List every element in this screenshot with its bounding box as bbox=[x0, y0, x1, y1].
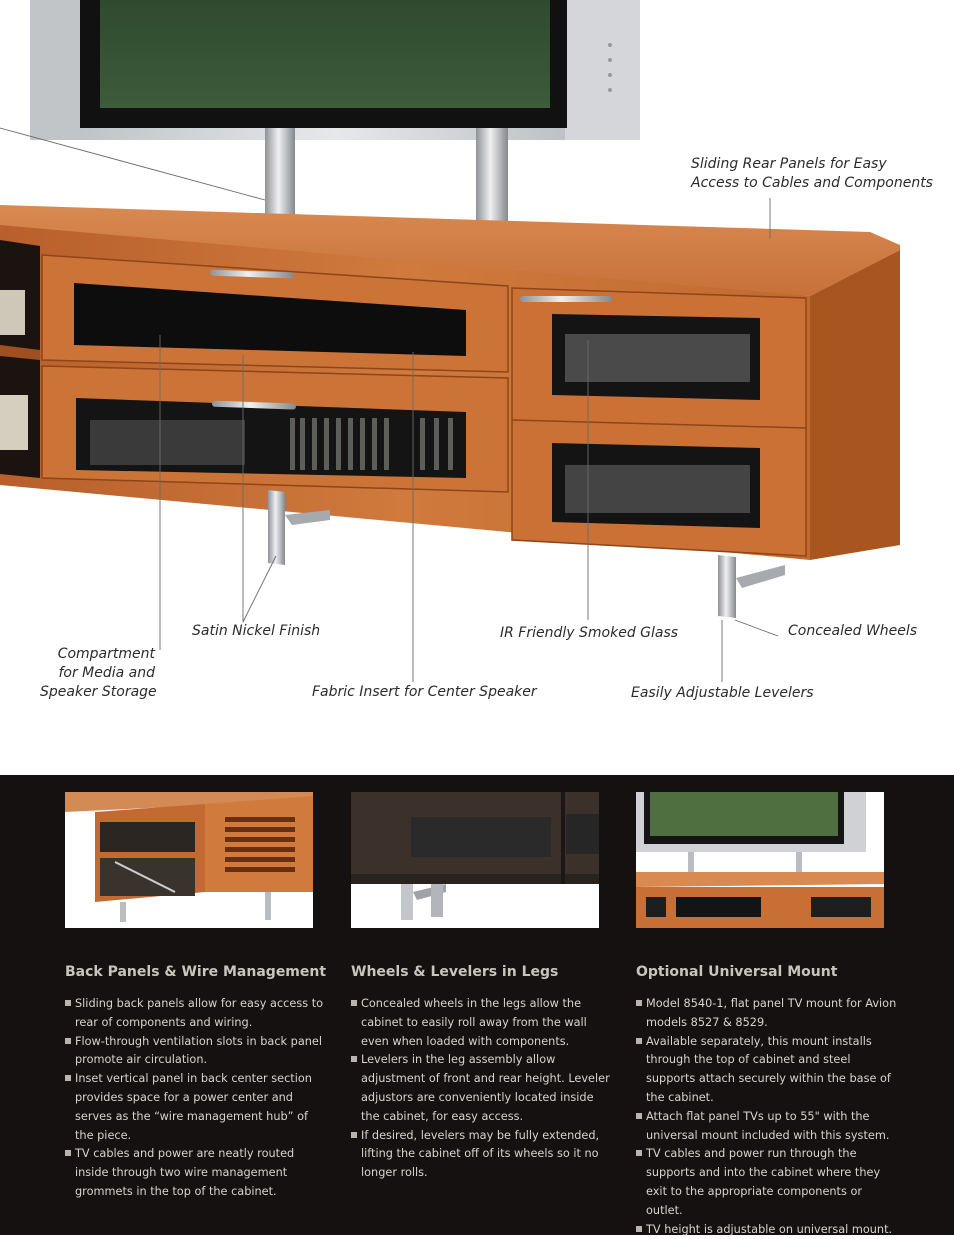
list-item bbox=[351, 1051, 613, 1126]
callout-compartment bbox=[40, 645, 155, 702]
list-item bbox=[351, 1127, 613, 1183]
callout-line: Compartment bbox=[57, 646, 155, 662]
bullet-text: Levelers in the leg assembly allow adjustment of front and rear height. Leveler adjustors are conveniently located inside the cabinet, for easy access. bbox=[361, 1053, 610, 1123]
bullet-text: Concealed wheels in the legs allow the cabinet to easily roll away from the wall even when loaded with components. bbox=[361, 997, 587, 1048]
bullet-text: Sliding back panels allow for easy access to rear of components and wiring. bbox=[75, 997, 324, 1029]
feature-bullets bbox=[351, 995, 613, 1183]
list-item bbox=[65, 995, 327, 1033]
bullet-text: TV cables and power run through the supports and into the cabinet where they exit to the appropriate components or outlet. bbox=[646, 1147, 881, 1217]
list-item bbox=[636, 1221, 898, 1239]
callout-line: Speaker Storage bbox=[40, 684, 157, 700]
callout-concealed-wheels: Concealed Wheels bbox=[788, 623, 918, 639]
bullet-text: TV cables and power are neatly routed inside through two wire management grommets in the top of the cabinet. bbox=[75, 1147, 295, 1198]
universal-mount-photo bbox=[636, 792, 884, 928]
features-panel bbox=[0, 775, 954, 1235]
square-bullet-icon bbox=[351, 1000, 357, 1006]
list-item bbox=[636, 995, 898, 1033]
wheels-levelers-photo bbox=[351, 792, 599, 928]
square-bullet-icon bbox=[636, 1113, 642, 1119]
feature-title: Optional Universal Mount bbox=[636, 964, 838, 980]
square-bullet-icon bbox=[636, 1000, 642, 1006]
list-item bbox=[636, 1145, 898, 1220]
back-panels-photo bbox=[65, 792, 313, 928]
feature-title: Back Panels & Wire Management bbox=[65, 964, 327, 980]
feature-bullets bbox=[636, 995, 898, 1239]
bullet-text: Attach flat panel TVs up to 55" with the universal mount included with this system. bbox=[646, 1109, 890, 1142]
square-bullet-icon bbox=[636, 1150, 642, 1156]
bullet-text: If desired, levelers may be fully extended, lifting the cabinet off of its wheels so it no longer rolls. bbox=[361, 1128, 600, 1180]
bullet-text: Available separately, this mount installs through the top of cabinet and steel supports attach securely within the base of the cabinet. bbox=[646, 1034, 891, 1104]
list-item bbox=[636, 1108, 898, 1146]
callout-levelers: Easily Adjustable Levelers bbox=[631, 685, 814, 701]
square-bullet-icon bbox=[351, 1132, 357, 1138]
square-bullet-icon bbox=[351, 1056, 357, 1062]
callout-satin-nickel: Satin Nickel Finish bbox=[192, 623, 321, 639]
callout-ir-glass: IR Friendly Smoked Glass bbox=[500, 625, 679, 641]
bullet-text: Model 8540-1, flat panel TV mount for Avion models 8527 & 8529. bbox=[646, 997, 897, 1029]
bullet-text: Flow-through ventilation slots in back panel promote air circulation. bbox=[75, 1034, 323, 1067]
list-item bbox=[65, 1070, 327, 1145]
list-item bbox=[636, 1033, 898, 1108]
square-bullet-icon bbox=[65, 1075, 71, 1081]
callout-line: Access to Cables and Components bbox=[691, 175, 933, 191]
callout-fabric-insert: Fabric Insert for Center Speaker bbox=[312, 684, 537, 700]
bullet-text: Inset vertical panel in back center section provides space for a power center and serves as the “wire management hub” of the piece. bbox=[75, 1072, 312, 1142]
list-item bbox=[65, 1033, 327, 1071]
square-bullet-icon bbox=[636, 1038, 642, 1044]
callout-line: Sliding Rear Panels for Easy bbox=[691, 156, 887, 172]
feature-title: Wheels & Levelers in Legs bbox=[351, 964, 559, 980]
list-item bbox=[65, 1145, 327, 1201]
feature-bullets bbox=[65, 995, 327, 1202]
bullet-text: TV height is adjustable on universal mount. bbox=[646, 1222, 893, 1236]
square-bullet-icon bbox=[65, 1150, 71, 1156]
callout-line: for Media and bbox=[58, 665, 155, 681]
square-bullet-icon bbox=[65, 1000, 71, 1006]
square-bullet-icon bbox=[65, 1038, 71, 1044]
square-bullet-icon bbox=[636, 1226, 642, 1232]
list-item bbox=[351, 995, 613, 1051]
callout-sliding-rear-panels bbox=[691, 155, 933, 193]
